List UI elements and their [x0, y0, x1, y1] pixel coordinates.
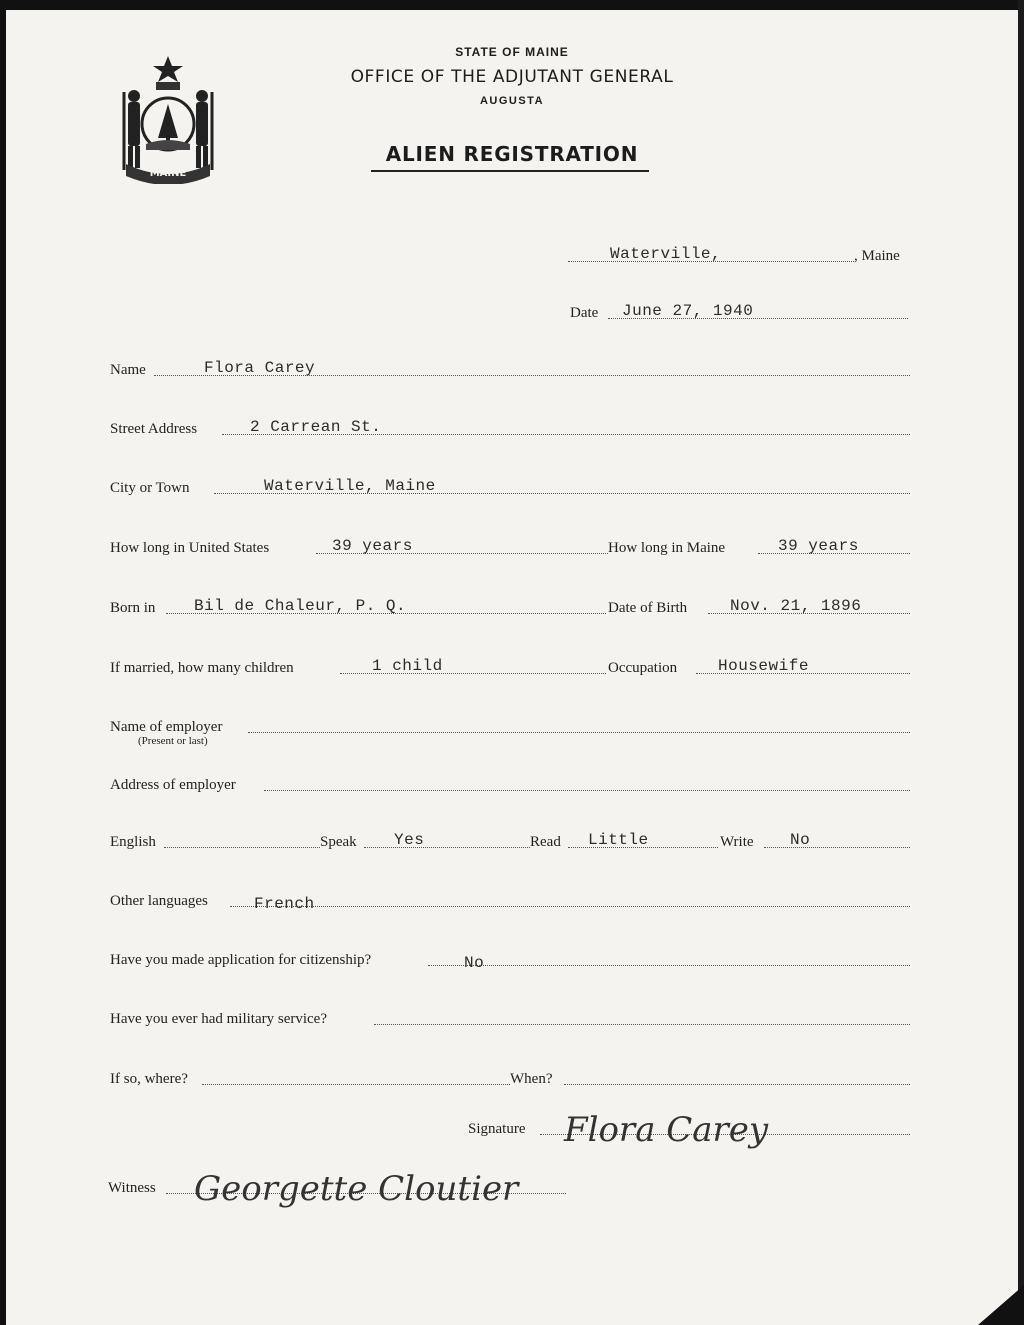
born-in-value[interactable]: Bil de Chaleur, P. Q. [194, 597, 407, 615]
header-city: AUGUSTA [479, 95, 545, 107]
citizenship-row [110, 947, 910, 971]
residence-row [110, 535, 910, 559]
date-value[interactable]: June 27, 1940 [622, 302, 754, 320]
header-office: OFFICE OF THE ADJUTANT GENERAL [350, 67, 674, 87]
children-label: If married, how many children [110, 660, 294, 676]
languages-row [110, 888, 910, 912]
write-label: Write [720, 834, 754, 850]
signature-label: Signature [468, 1121, 526, 1137]
header-state: STATE OF MAINE [455, 45, 569, 59]
citizenship-value[interactable]: No [464, 954, 485, 972]
date-row [570, 300, 910, 324]
svg-text:MAINE: MAINE [149, 168, 187, 179]
read-label: Read [530, 834, 561, 850]
street-label: Street Address [110, 421, 198, 437]
employer-sublabel: (Present or last) [138, 735, 208, 747]
form-title: ALIEN REGISTRATION [385, 142, 639, 166]
name-value[interactable]: Flora Carey [204, 359, 316, 377]
dob-value[interactable]: Nov. 21, 1896 [730, 597, 862, 615]
english-label: English [110, 834, 156, 850]
speak-label: Speak [320, 834, 357, 850]
born-in-label: Born in [110, 600, 156, 616]
maine-years-value[interactable]: 39 years [778, 537, 859, 555]
us-years-value[interactable]: 39 years [332, 537, 413, 555]
military-row [110, 1006, 910, 1030]
employer-address-label: Address of employer [110, 777, 236, 793]
maine-years-label: How long in Maine [608, 540, 726, 556]
scan-border-left [0, 0, 6, 1325]
children-value[interactable]: 1 child [372, 657, 443, 675]
citizenship-label: Have you made application for citizenship? [110, 952, 372, 968]
signature-value[interactable]: Flora Carey [564, 1110, 769, 1150]
languages-value[interactable]: French [254, 895, 315, 913]
languages-label: Other languages [110, 893, 208, 909]
title-underline [371, 170, 649, 172]
birth-row [110, 595, 910, 619]
name-row [110, 357, 910, 381]
city-value[interactable]: Waterville, Maine [264, 477, 436, 495]
city-row [110, 475, 910, 499]
name-label: Name [110, 362, 146, 378]
where-label: If so, where? [110, 1071, 188, 1087]
speak-value[interactable]: Yes [394, 831, 425, 849]
scan-border-right [1018, 0, 1024, 1325]
write-value[interactable]: No [790, 831, 811, 849]
occupation-value[interactable]: Housewife [718, 657, 809, 675]
family-row [110, 655, 910, 679]
witness-value[interactable]: Georgette Cloutier [194, 1169, 519, 1209]
read-value[interactable]: Little [588, 831, 649, 849]
date-label: Date [570, 305, 599, 321]
place-value[interactable]: Waterville, [610, 245, 722, 263]
employer-label: Name of employer [110, 719, 223, 735]
employer-row [110, 714, 910, 747]
maine-state-seal-icon [112, 52, 224, 184]
employer-address-row [110, 772, 910, 796]
when-label: When? [510, 1071, 553, 1087]
scan-corner [978, 1285, 1024, 1325]
occupation-label: Occupation [608, 660, 678, 676]
military-label: Have you ever had military service? [110, 1011, 327, 1027]
where-row [110, 1066, 910, 1090]
place-row [568, 243, 912, 267]
english-row [110, 829, 910, 853]
witness-row [108, 1169, 568, 1209]
place-suffix: , Maine [854, 248, 900, 264]
street-value[interactable]: 2 Carrean St. [250, 418, 382, 436]
witness-label: Witness [108, 1180, 156, 1196]
street-row [110, 416, 910, 440]
signature-row [468, 1110, 910, 1150]
us-years-label: How long in United States [110, 540, 270, 556]
dob-label: Date of Birth [608, 600, 688, 616]
city-label: City or Town [110, 480, 190, 496]
scan-border-top [0, 0, 1024, 10]
